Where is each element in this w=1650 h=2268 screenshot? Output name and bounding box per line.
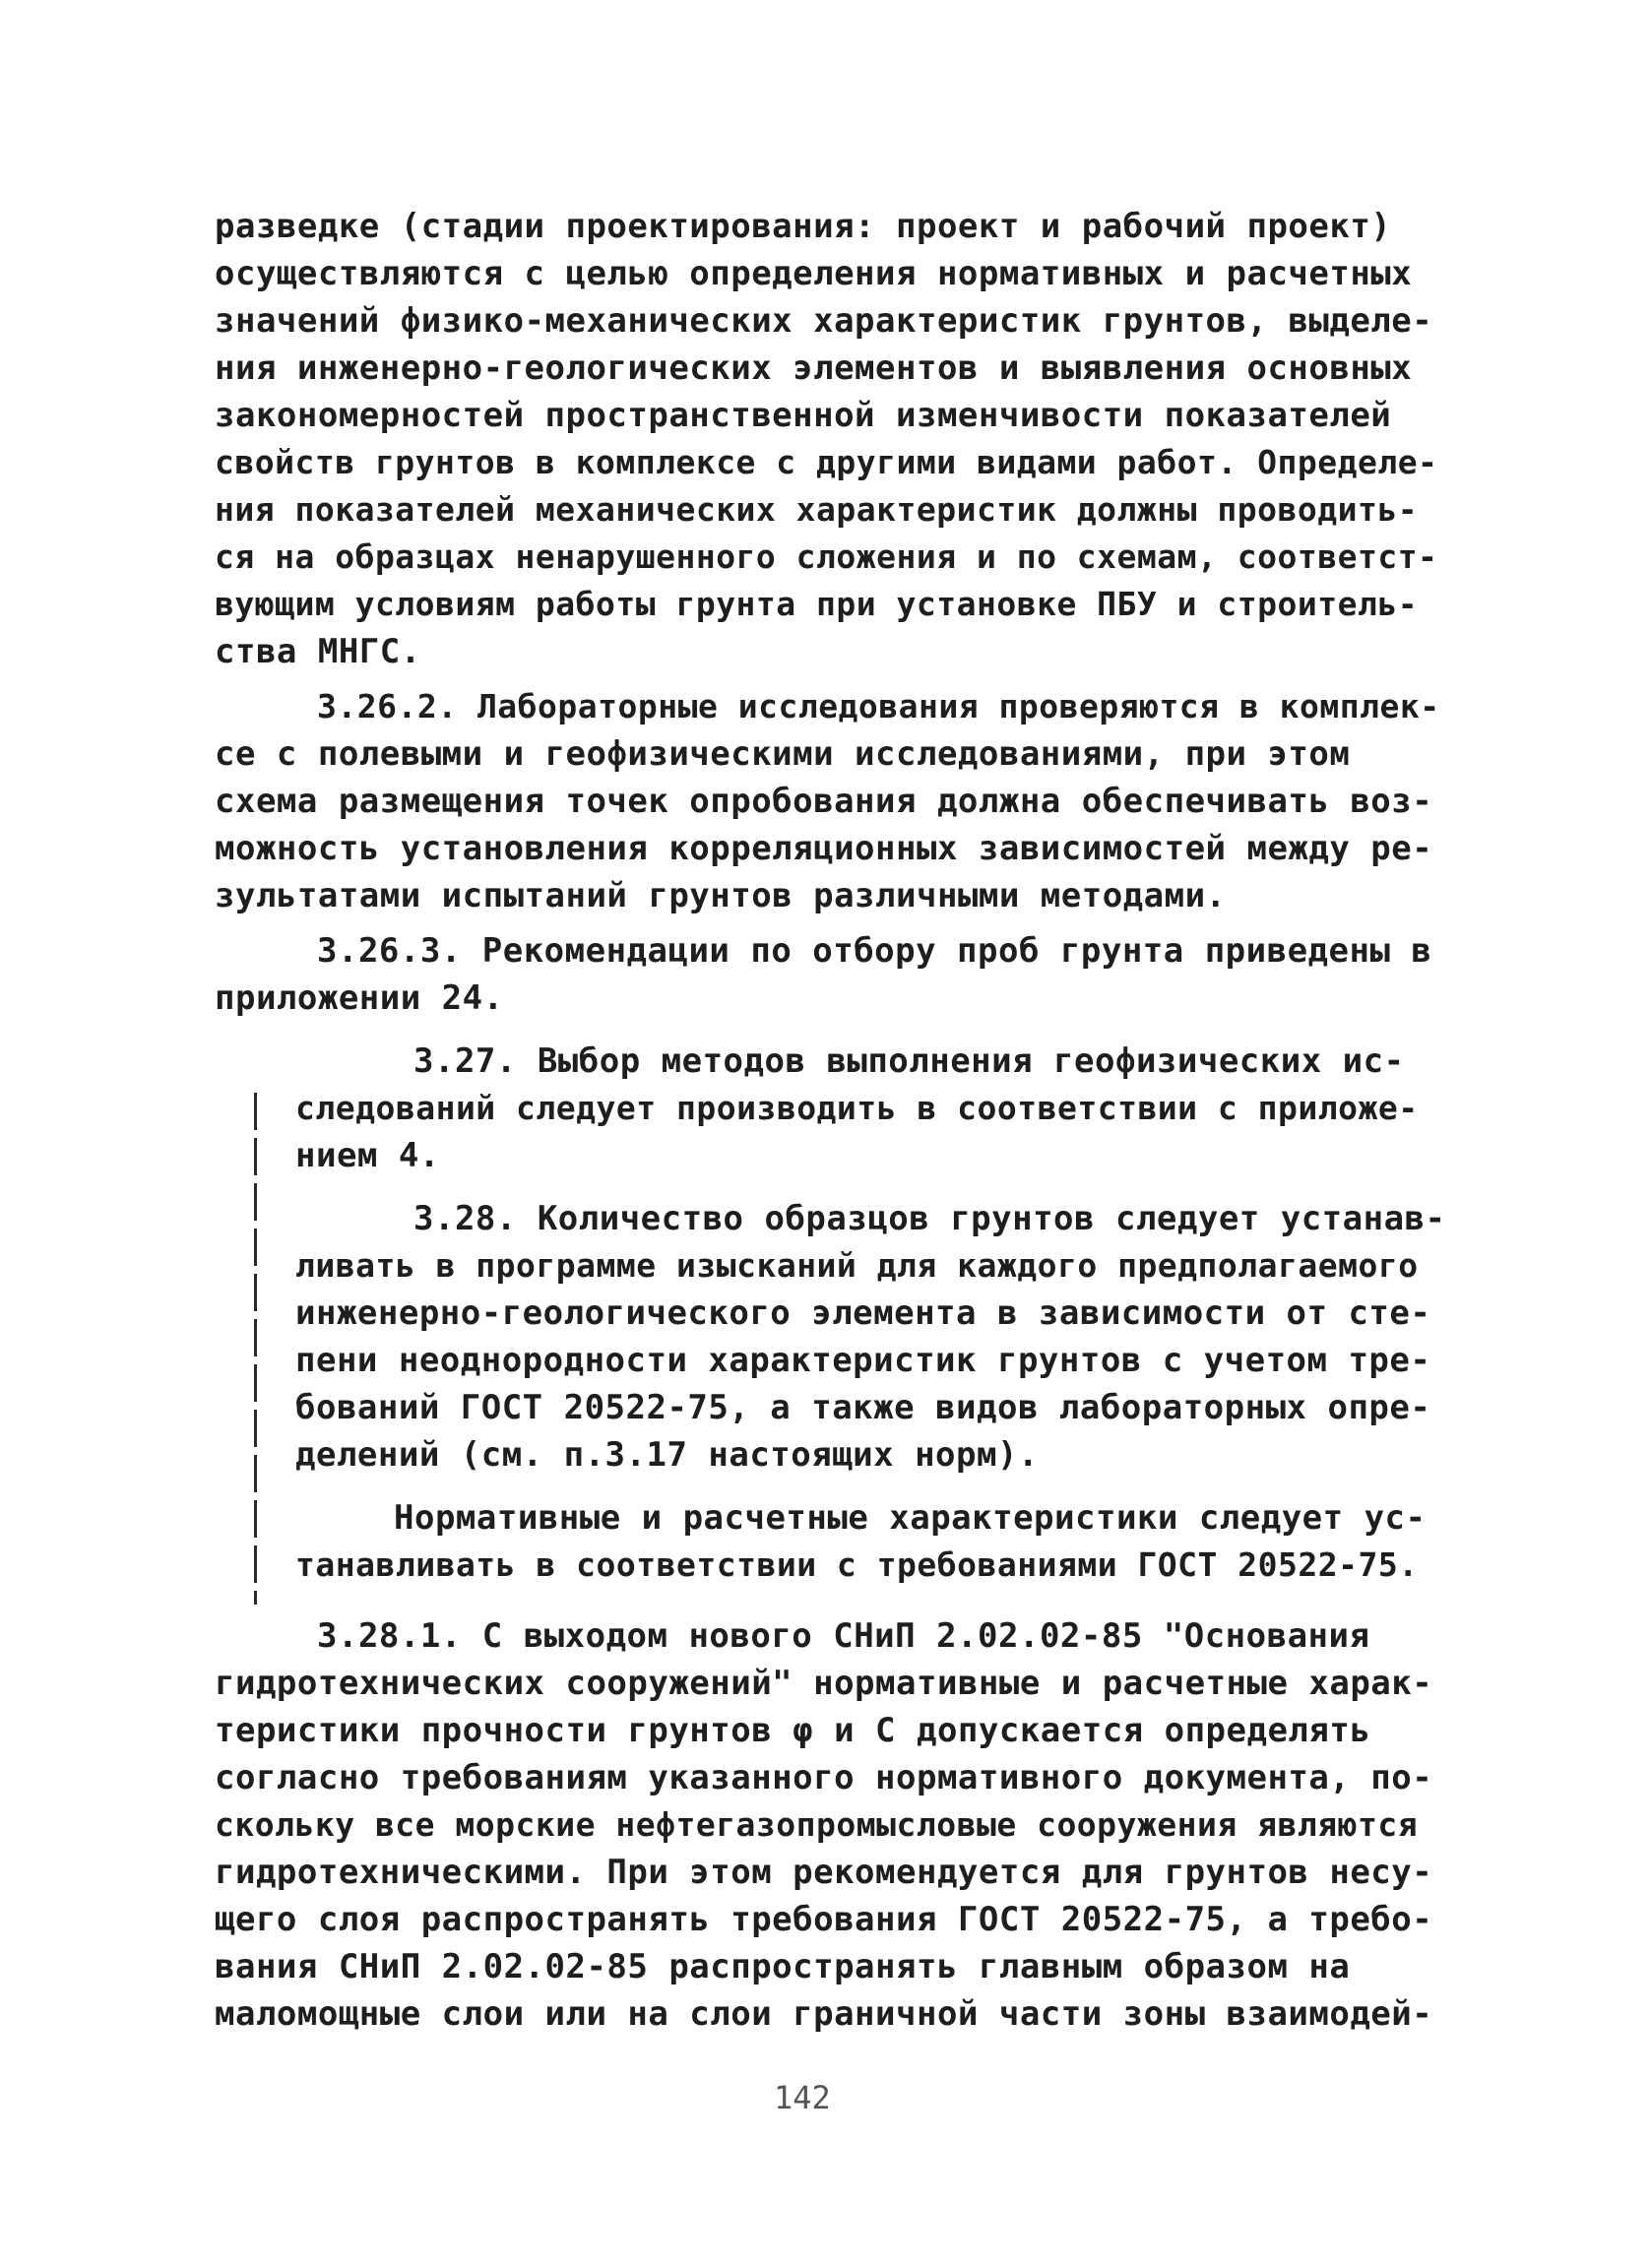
text-line: схема размещения точек опробования должна обеспечивать воз- xyxy=(215,782,1433,821)
text-line: инженерно-геологического элемента в зависимости от сте- xyxy=(295,1293,1431,1333)
text-line: приложении 24. xyxy=(215,978,504,1018)
text-line: танавливать в соответствии с требованиями ГОСТ 20522-75. xyxy=(295,1545,1419,1584)
text-line: согласно требованиям указанного нормативного документа, по- xyxy=(215,1758,1433,1797)
text-line: скольку все морские нефтегазопромысловые сооружения являются xyxy=(215,1805,1419,1844)
text-line: гидротехническими. При этом рекомендуется для грунтов несу- xyxy=(215,1853,1433,1892)
text-line: ства МНГС. xyxy=(215,632,421,671)
text-line: ния инженерно-геологических элементов и выявления основных xyxy=(215,348,1413,388)
text-line: ливать в программе изысканий для каждого предполагаемого xyxy=(295,1246,1419,1285)
text-line: зультатами испытаний грунтов различными методами. xyxy=(215,876,1227,915)
text-line: щего слоя распространять требования ГОСТ 20522-75, а требо- xyxy=(215,1900,1433,1939)
text-line: 3.28. Количество образцов грунтов следует устанав- xyxy=(413,1199,1446,1238)
text-line: бований ГОСТ 20522-75, а также видов лабораторных опре- xyxy=(295,1388,1431,1427)
page-number: 142 xyxy=(774,2079,831,2116)
text-line: можность установления корреляционных зависимостей между ре- xyxy=(215,829,1433,868)
text-line: се с полевыми и геофизическими исследованиями, при этом xyxy=(215,734,1351,774)
text-line: разведке (стадии проектирования: проект и рабочий проект) xyxy=(215,207,1392,246)
text-line: закономерностей пространственной изменчивости показателей xyxy=(215,396,1392,435)
text-line: 3.26.3. Рекомендации по отбору проб грунта приведены в xyxy=(317,931,1432,971)
text-line: делений (см. п.3.17 настоящих норм). xyxy=(295,1435,1039,1475)
text-line: следований следует производить в соответствии с приложе- xyxy=(295,1089,1419,1127)
text-line: вания СНиП 2.02.02-85 распространять главным образом на xyxy=(215,1947,1351,1986)
text-line: пени неоднородности характеристик грунтов с учетом тре- xyxy=(295,1341,1431,1380)
text-line: маломощные слои или на слои граничной части зоны взаимодей- xyxy=(215,1994,1433,2034)
text-line: ния показателей механических характеристик должны проводить- xyxy=(215,490,1419,529)
text-line: 3.26.2. Лабораторные исследования проверяются в комплек- xyxy=(317,687,1440,725)
text-line: свойств грунтов в комплексе с другими видами работ. Определе- xyxy=(215,443,1438,481)
text-line: значений физико-механических характеристик грунтов, выделе- xyxy=(215,301,1433,341)
text-line: 3.28.1. С выходом нового СНиП 2.02.02-85 "Основания xyxy=(317,1616,1370,1656)
text-line: 3.27. Выбор методов выполнения геофизических ис- xyxy=(413,1041,1405,1081)
text-line: осуществляются с целью определения нормативных и расчетных xyxy=(215,254,1413,293)
text-line: нием 4. xyxy=(295,1136,440,1175)
text-line: ся на образцах ненарушенного сложения и по схемам, соответст- xyxy=(215,537,1438,576)
text-line: гидротехнических сооружений" нормативные и расчетные харак- xyxy=(215,1664,1433,1703)
text-line: вующим условиям работы грунта при установке ПБУ и строитель- xyxy=(215,585,1419,623)
revision-margin-bar xyxy=(254,1093,257,1605)
text-line: Нормативные и расчетные характеристики следует ус- xyxy=(394,1498,1427,1538)
text-line: теристики прочности грунтов φ и С допускается определять xyxy=(215,1711,1371,1750)
